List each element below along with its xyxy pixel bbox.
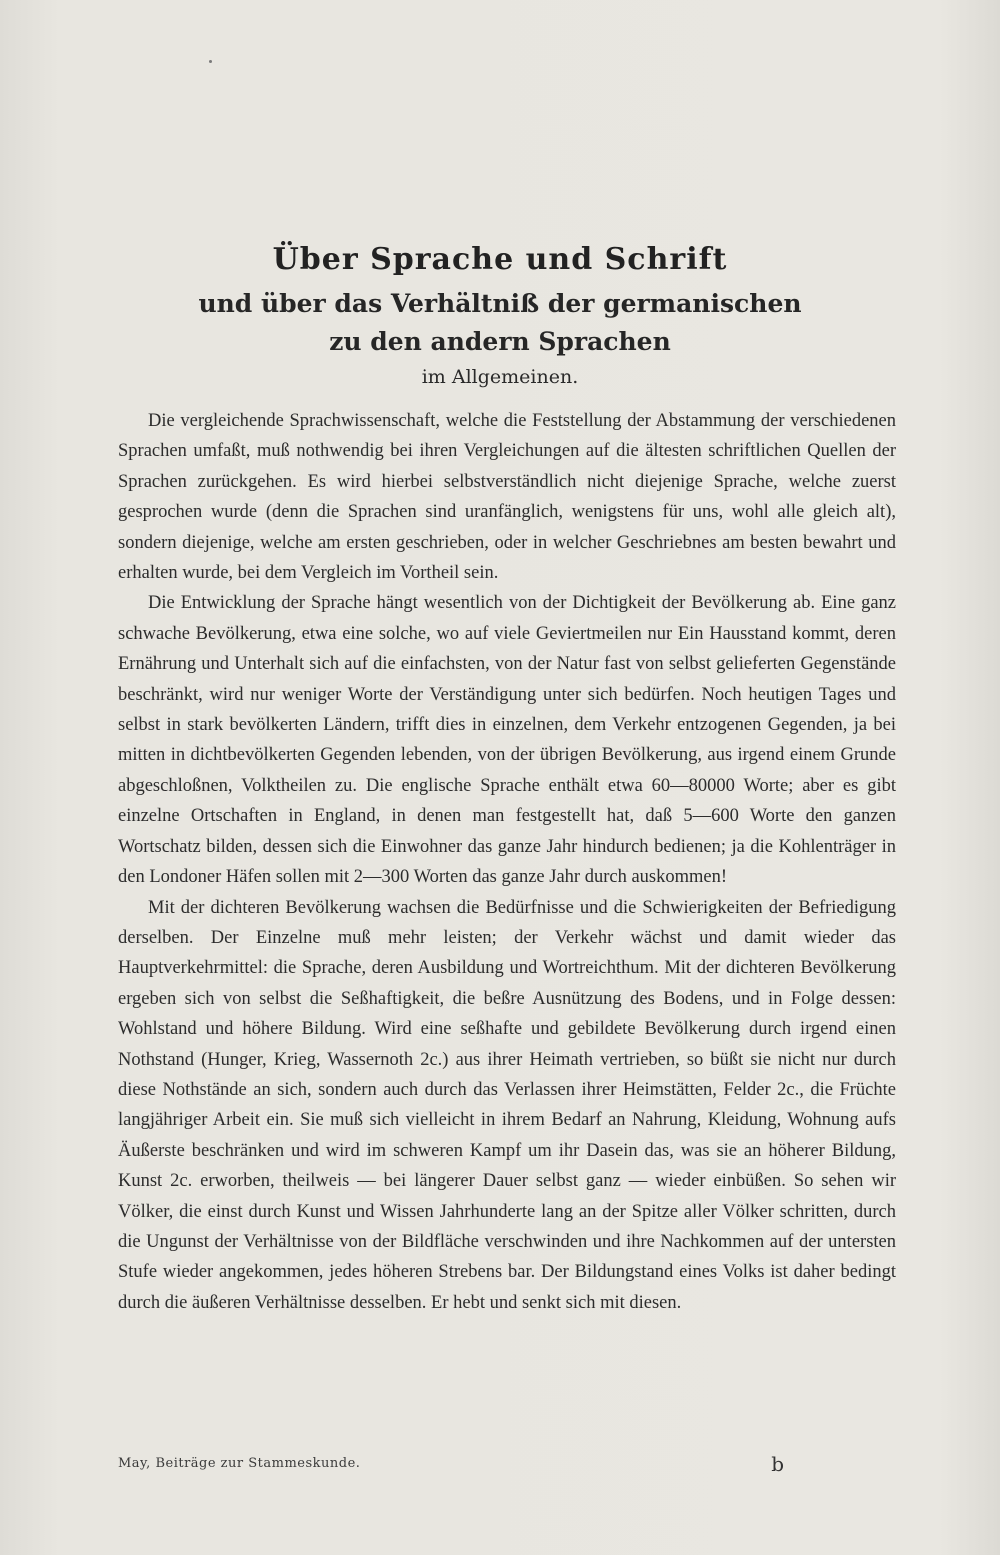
ink-speck	[209, 60, 212, 63]
signature-line: May, Beiträge zur Stammeskunde.	[118, 1456, 361, 1471]
paragraph-3: Mit der dichteren Bevölkerung wachsen die Bedürfnisse und die Schwierigkeiten der Befriedigung derselben. Der Einzelne muß mehr leisten; der Verkehr wächst und damit wieder das Hauptverkehrmittel: die Sprache, deren Ausbildung und Wortreichthum. Mit der dichteren Bevölkerung ergeben sich von selbst die Seßhaftigkeit, die beßre Ausnützung des Bodens, und in Folge dessen: Wohlstand und höhere Bildung. Wird eine seßhafte und gebildete Bevölkerung durch irgend einen Nothstand (Hunger, Krieg, Wassernoth 2c.) aus ihrer Heimath vertrieben, so büßt sie nicht nur durch diese Nothstände an sich, sondern auch durch das Verlassen ihrer Heimstätten, Felder 2c., die Früchte langjähriger Arbeit ein. Sie muß sich vielleicht in ihrem Bedarf an Nahrung, Kleidung, Wohnung aufs Äußerste beschränken und wird im schweren Kampf um ihr Dasein das, was sie an höherer Bildung, Kunst 2c. erworben, theilweis — bei längerer Dauer selbst ganz — wieder einbüßen. So sehen wir Völker, die einst durch Kunst und Wissen Jahrhunderte lang an der Spitze aller Völker schritten, durch die Ungunst der Verhältnisse von der Bildfläche verschwinden und ihre Nachkommen auf der untersten Stufe wieder angekommen, jedes höheren Strebens bar. Der Bildungstand eines Volks ist daher bedingt durch die äußeren Verhältnisse desselben. Er hebt und senkt sich mit diesen.	[118, 897, 896, 1313]
chapter-heading	[100, 240, 900, 392]
chapter-subtitle-line3: im Allgemeinen.	[421, 366, 579, 388]
chapter-title: Über Sprache und Schrift	[272, 242, 728, 277]
chapter-subtitle-line1: und über das Verhältniß der germanischen	[198, 289, 802, 318]
body-text	[118, 406, 896, 1318]
paragraph-2: Die Entwicklung der Sprache hängt wesentlich von der Dichtigkeit der Bevölkerung ab. Eine ganz schwache Bevölkerung, etwa eine solche, wo auf viele Geviertmeilen nur Ein Hausstand kommt, deren Ernährung und Unterhalt sich auf die einfachsten, von der Natur fast von selbst gelieferten Gegenstände beschränkt, wird nur weniger Worte der Verständigung unter sich bedürfen. Noch heutigen Tages und selbst in stark bevölkerten Ländern, trifft dies in einzelnen, dem Verkehr entzogenen Gegenden, ja bei mitten in dichtbevölkerten Gegenden lebenden, von der übrigen Bevölkerung, aus irgend einem Grunde abgeschloßnen, Volktheilen zu. Die englische Sprache enthält etwa 60—80000 Worte; aber es gibt einzelne Ortschaften in England, in denen man festgestellt hat, daß 5—600 Worte den ganzen Wortschatz bilden, dessen sich die Einwohner das ganze Jahr hindurch bedienen; ja die Kohlenträger in den Londoner Häfen sollen mit 2—300 Worten das ganze Jahr durch auskommen!	[118, 593, 896, 888]
paragraph-1: Die vergleichende Sprachwissenschaft, welche die Feststellung der Abstammung der verschiedenen Sprachen umfaßt, muß nothwendig bei ihren Vergleichungen auf die ältesten schriftlichen Quellen der Sprachen zurückgehen. Es wird hierbei selbstverständlich nicht diejenige Sprache, welche zuerst gesprochen wurde (denn die Sprachen sind uranfänglich, wenigstens für uns, wohl alle gleich alt), sondern diejenige, welche am ersten geschrieben, oder in welcher Geschriebnes am besten bewahrt und erhalten wurde, bei dem Vergleich im Vortheil sein.	[118, 411, 896, 584]
chapter-subtitle-line2: zu den andern Sprachen	[329, 327, 671, 356]
page-footer	[118, 1452, 896, 1484]
sheet-signature: b	[771, 1452, 784, 1476]
